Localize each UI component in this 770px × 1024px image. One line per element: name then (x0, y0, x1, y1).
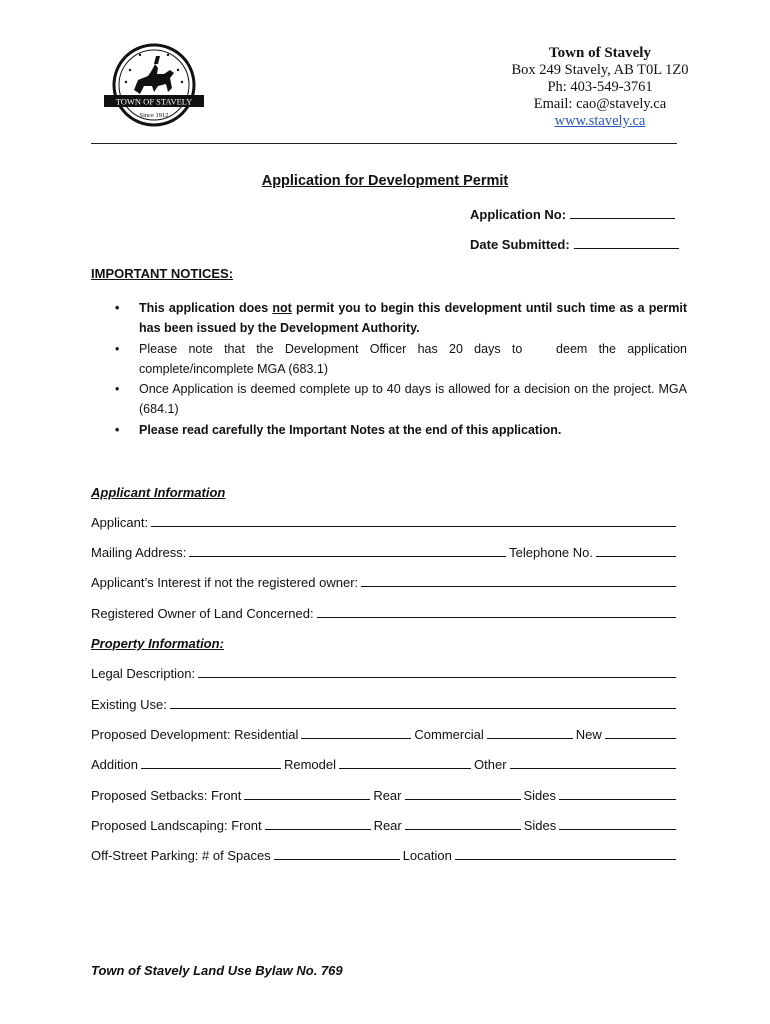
notice-text: Please read carefully the Important Notes at the end of this application. (139, 422, 562, 437)
owner-row (91, 606, 679, 621)
proposed-development-row (91, 727, 679, 742)
existing-use-row (91, 697, 679, 712)
residential-label: Proposed Development: Residential (91, 727, 299, 742)
notice-text: Please note that the Development Officer has 20 days to deem the application complete/incomplete MGA (683.1) (139, 341, 691, 376)
landscaping-sides-field[interactable] (559, 818, 676, 830)
legal-description-label: Legal Description: (91, 666, 196, 681)
parking-spaces-field[interactable] (274, 848, 400, 860)
interest-row (91, 575, 679, 590)
parking-row (91, 848, 679, 863)
notice-emphasis: not (272, 301, 292, 315)
landscaping-rear-label: Rear (373, 818, 402, 833)
applicant-section-heading: Applicant Information (91, 485, 226, 500)
parking-location-label: Location (402, 848, 452, 863)
setbacks-rear-label: Rear (373, 788, 402, 803)
new-label: New (575, 727, 602, 742)
new-field[interactable] (605, 727, 676, 739)
owner-label: Registered Owner of Land Concerned: (91, 606, 314, 621)
applicant-row (91, 515, 679, 530)
notice-item (91, 339, 691, 380)
property-section-heading: Property Information: (91, 636, 224, 651)
parking-location-field[interactable] (455, 848, 676, 860)
addition-field[interactable] (141, 757, 281, 769)
bullet-icon: • (115, 301, 120, 315)
footer-bylaw: Town of Stavely Land Use Bylaw No. 769 (91, 963, 343, 978)
notice-item (91, 298, 687, 339)
legal-description-field[interactable] (198, 666, 676, 678)
telephone-field[interactable] (596, 545, 676, 557)
applicant-label: Applicant: (91, 515, 149, 530)
application-no-field[interactable] (570, 206, 675, 219)
org-website-link[interactable]: www.stavely.ca (554, 113, 646, 129)
telephone-label: Telephone No. (509, 545, 593, 560)
landscaping-sides-label: Sides (523, 818, 557, 833)
other-field[interactable] (510, 757, 676, 769)
notices-list (91, 298, 691, 440)
setbacks-row (91, 788, 679, 803)
commercial-field[interactable] (487, 727, 573, 739)
mailing-address-label: Mailing Address: (91, 545, 187, 560)
bullet-icon: • (115, 422, 120, 437)
landscaping-front-label: Proposed Landscaping: Front (91, 818, 262, 833)
notice-text: permit you to begin this development until such time as a permit has been issued by the Development Authority. (139, 301, 687, 336)
residential-field[interactable] (301, 727, 411, 739)
header-divider (91, 143, 677, 144)
date-submitted-field[interactable] (574, 236, 679, 249)
interest-field[interactable] (361, 575, 676, 587)
bullet-icon: • (115, 341, 120, 356)
setbacks-front-label: Proposed Setbacks: Front (91, 788, 242, 803)
notice-item (91, 420, 687, 440)
application-no-row (470, 206, 675, 222)
town-logo (100, 40, 208, 130)
remodel-field[interactable] (339, 757, 471, 769)
applicant-field[interactable] (151, 515, 676, 527)
bullet-icon: • (115, 382, 120, 397)
interest-label: Applicant’s Interest if not the registered owner: (91, 575, 359, 590)
landscaping-row (91, 818, 679, 833)
org-email: Email: cao@stavely.ca (533, 96, 667, 112)
notices-heading: IMPORTANT NOTICES: (91, 266, 234, 281)
mailing-address-field[interactable] (189, 545, 506, 557)
org-phone: Ph: 403-549-3761 (547, 79, 653, 95)
date-submitted-row (470, 236, 679, 252)
org-name: Town of Stavely (549, 45, 651, 61)
setbacks-sides-label: Sides (523, 788, 557, 803)
other-label: Other (474, 757, 507, 772)
notice-text: Once Application is deemed complete up to 40 days is allowed for a decision on the project. MGA (684.1) (139, 382, 687, 417)
application-no-label: Application No: (470, 207, 567, 222)
commercial-label: Commercial (414, 727, 484, 742)
parking-spaces-label: Off-Street Parking: # of Spaces (91, 848, 271, 863)
landscaping-front-field[interactable] (265, 818, 371, 830)
logo-since-text: Since 1912 (139, 112, 169, 119)
existing-use-label: Existing Use: (91, 697, 167, 712)
legal-row (91, 666, 679, 681)
setbacks-sides-field[interactable] (559, 788, 676, 800)
page-title: Application for Development Permit (261, 173, 509, 189)
org-address-block (470, 45, 730, 130)
org-address: Box 249 Stavely, AB T0L 1Z0 (511, 62, 689, 78)
remodel-label: Remodel (283, 757, 337, 772)
setbacks-front-field[interactable] (244, 788, 370, 800)
notice-text: This application does (139, 301, 273, 315)
landscaping-rear-field[interactable] (405, 818, 521, 830)
owner-field[interactable] (317, 606, 676, 618)
logo-banner-text: TOWN OF STAVELY (115, 96, 193, 107)
notice-item (91, 379, 687, 420)
addition-row (91, 757, 679, 772)
addition-label: Addition (91, 757, 138, 772)
date-submitted-label: Date Submitted: (470, 237, 570, 252)
mailing-row (91, 545, 679, 560)
existing-use-field[interactable] (170, 697, 676, 709)
setbacks-rear-field[interactable] (405, 788, 521, 800)
